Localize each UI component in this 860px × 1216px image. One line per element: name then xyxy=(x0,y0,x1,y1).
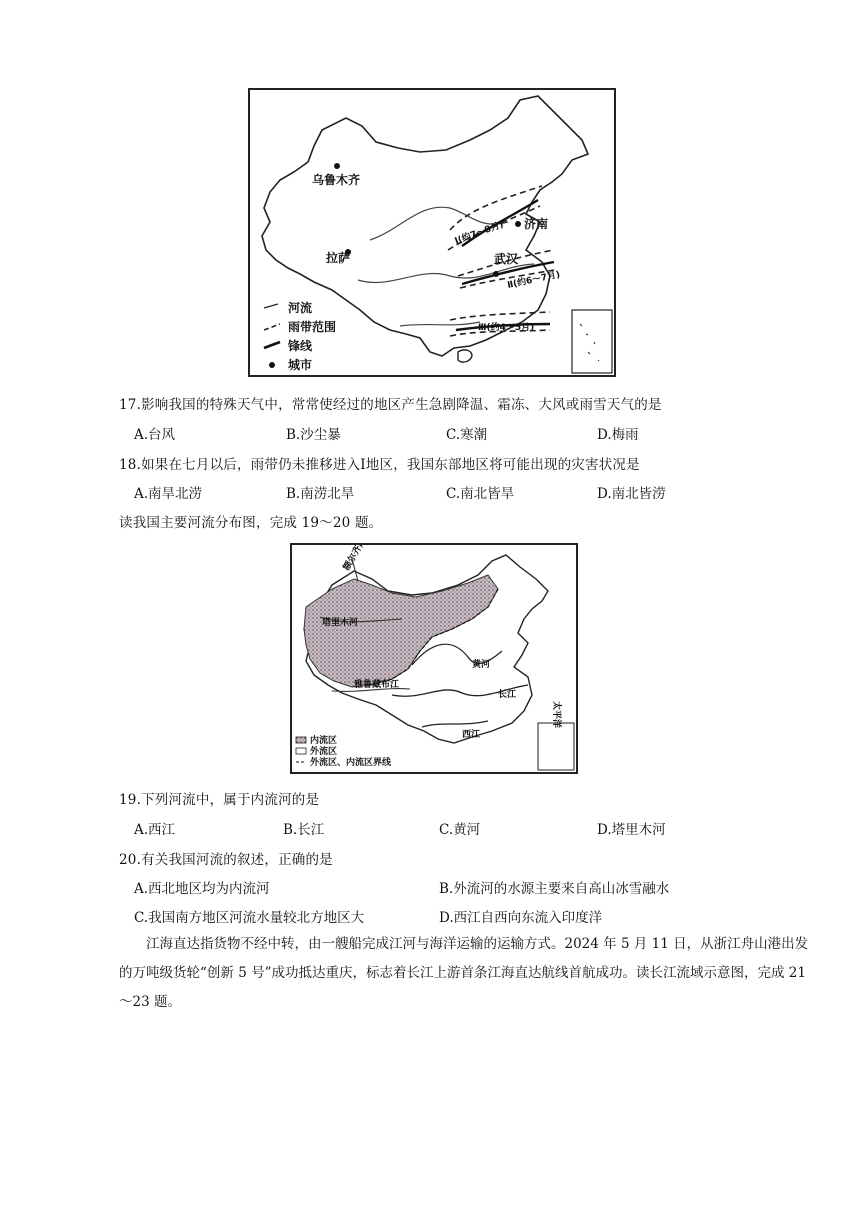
intro-19-20: 读我国主要河流分布图，完成 19～20 题。 xyxy=(119,515,383,531)
q17-option-b: B.沙尘暴 xyxy=(286,427,341,443)
river-map-svg xyxy=(292,545,576,772)
legend-city: 城市 xyxy=(288,358,313,372)
label-yangtze: 长江 xyxy=(498,690,517,700)
q20-option-c: C.我国南方地区河流水量较北方地区大 xyxy=(134,910,365,926)
legend-rain-belt: 雨带范围 xyxy=(288,320,337,334)
label-erqis: 额尔齐斯河 xyxy=(341,545,374,573)
q18-option-c: C.南北皆旱 xyxy=(446,486,515,502)
q18-option-d: D.南北皆涝 xyxy=(597,486,666,502)
q20-option-b: B.外流河的水源主要来自高山冰雪融水 xyxy=(439,881,670,897)
city-dot-jinan xyxy=(515,221,521,227)
city-dot-wuhan xyxy=(493,271,499,277)
legend-interior: 内流区 xyxy=(310,736,338,746)
question-18-stem: 18.如果在七月以后，雨带仍未推移进入Ⅰ地区，我国东部地区将可能出现的灾害状况是 xyxy=(119,457,640,473)
q17-option-c: C.寒潮 xyxy=(446,427,488,443)
label-yellow: 黄河 xyxy=(472,660,491,670)
q17-option-d: D.梅雨 xyxy=(597,427,639,443)
label-xi: 西江 xyxy=(462,730,481,740)
belt-3-label: Ⅲ(约4～5月) xyxy=(478,323,535,333)
q20-option-a: A.西北地区均为内流河 xyxy=(134,881,270,897)
rain-belt-map xyxy=(248,88,616,377)
q19-option-c: C.黄河 xyxy=(439,822,481,838)
legend-boundary: 外流区、内流区界线 xyxy=(310,758,392,768)
question-17-stem: 17.影响我国的特殊天气中，常常使经过的地区产生急剧降温、霜冻、大风或雨雪天气的是 xyxy=(119,397,662,413)
south-sea-inset-2 xyxy=(538,723,574,770)
q19-option-b: B.长江 xyxy=(283,822,325,838)
legend-river: 河流 xyxy=(288,301,313,315)
question-19-stem: 19.下列河流中，属于内流河的是 xyxy=(119,792,320,808)
legend-front: 锋线 xyxy=(288,339,313,353)
south-sea-inset xyxy=(572,310,612,373)
question-20-stem: 20.有关我国河流的叙述，正确的是 xyxy=(119,852,333,868)
label-pacific: 太平洋 xyxy=(551,701,561,729)
q19-option-a: A.西江 xyxy=(134,822,176,838)
rain-belt-map-svg xyxy=(250,90,614,375)
label-yarlung: 雅鲁藏布江 xyxy=(354,680,400,690)
q19-option-d: D.塔里木河 xyxy=(597,822,666,838)
label-tarim: 塔里木河 xyxy=(322,618,359,628)
q18-option-b: B.南涝北旱 xyxy=(286,486,355,502)
belt-2-label: Ⅱ(约6～7月) xyxy=(506,269,562,291)
river-yangtze xyxy=(358,264,534,282)
city-dot-urumqi xyxy=(334,163,340,169)
map2-legend xyxy=(296,734,392,768)
passage-21-23: 江海直达指货物不经中转，由一艘船完成江河与海洋运输的运输方式。2024 年 5 月 11 日，从浙江舟山港出发的万吨级货轮“创新 5 号”成功抵达重庆，标志着长江上游首条江海直达航线首航成功。读长江流域示意图，完成 21～23 题。 xyxy=(119,936,809,1010)
city-wuhan: 武汉 xyxy=(494,252,519,266)
q18-option-a: A.南旱北涝 xyxy=(134,486,203,502)
map1-legend xyxy=(264,300,336,372)
legend-exterior: 外流区 xyxy=(310,747,338,757)
hainan-island xyxy=(458,350,472,362)
q20-option-d: D.西江自西向东流入印度洋 xyxy=(439,910,603,926)
river-map xyxy=(290,543,578,774)
q17-option-a: A.台风 xyxy=(134,427,176,443)
city-lhasa: 拉萨 xyxy=(326,251,351,265)
city-jinan: 济南 xyxy=(524,217,549,231)
city-urumqi: 乌鲁木齐 xyxy=(312,173,361,187)
belt-1-label: Ⅰ(约7～8月) xyxy=(453,219,506,247)
river-xi xyxy=(400,322,480,326)
